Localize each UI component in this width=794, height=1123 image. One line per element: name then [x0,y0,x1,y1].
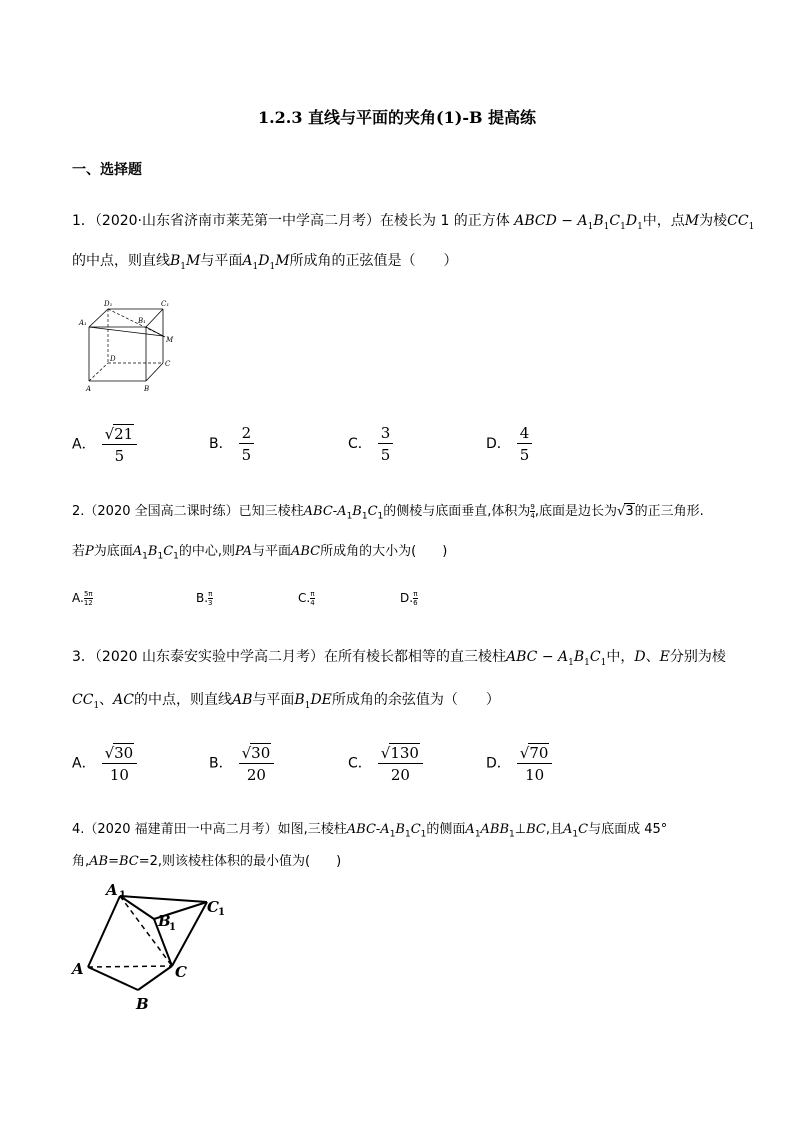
q2-line1: 2.（2020 全国高二课时练）已知三棱柱ABC-$A_1B_1C_1$的侧棱与底面垂直,体积为 $\frac{9}{4}$,底面是边长为√3的正三角形. [72,503,704,522]
label-C: C [175,963,187,981]
q2-option-b[interactable]: B. $\frac{\pi}{3}$ [196,590,213,607]
q3-option-d[interactable]: D． $\frac{√70}{10}$ [486,743,552,784]
q1-line1: 1．（2020·山东省济南市莱芜第一中学高二月考）在棱长为 1 的正方体 ABCD − $A_1B_1C_1D_1$中，点M为棱$CC_1$ [72,213,755,232]
q4-line2: 角,AB=BC=2,则该棱柱体积的最小值为( ) [72,854,342,869]
q1-line2: 的中点，则直线$B_1M$与平面$A_1D_1M$所成角的正弦值是（ ） [72,253,458,272]
q3-option-c[interactable]: C． $\frac{√130}{20}$ [348,743,423,784]
label-D: D [110,355,116,363]
cube-figure [72,296,187,398]
label-M: M [166,336,174,344]
label-C1: C₁ [161,300,170,308]
label-B1: B₁ [138,317,146,325]
q3-option-a[interactable]: A． $\frac{√30}{10}$ [72,743,137,784]
q1-option-b[interactable]: B． $\frac{2}{5}$ [209,424,254,464]
q2-option-d[interactable]: D. $\frac{\pi}{6}$ [400,590,418,607]
q2-line2: 若P为底面$A_1B_1C_1$的中心,则PA与平面ABC所成角的大小为( ) [72,544,448,562]
label-C1-letter: C [207,898,219,916]
q4-line1: 4.（2020 福建莆田一中高二月考）如图,三棱柱ABC-$A_1B_1C_1$的侧面$A_1ABB_1\perp BC$,且$A_1C$与底面成 45° [72,822,668,840]
q3-option-b[interactable]: B． $\frac{√30}{20}$ [209,743,274,784]
q2-option-a[interactable]: A. $\frac{5\pi}{12}$ [72,590,93,607]
label-A1-sub: 1 [119,890,126,901]
label-B: B [136,995,149,1013]
label-A1-letter: A [106,882,118,899]
section-heading: 一、选择题 [72,162,142,178]
label-A: A [72,960,84,978]
label-B1-letter: B [158,912,171,930]
page-title: 1.2.3 直线与平面的夹角(1)-B 提高练 [257,108,537,127]
label-B: B [144,385,150,393]
label-A: A [86,385,92,393]
q2-option-c[interactable]: C. $\frac{\pi}{4}$ [298,590,315,607]
q1-option-d[interactable]: D． $\frac{4}{5}$ [486,424,532,464]
q1-option-a[interactable]: A． $\frac{√21}{5}$ [72,424,137,465]
label-D1: D₁ [104,300,113,308]
label-A1: A₁ [79,319,87,327]
label-B1-sub: 1 [169,922,176,933]
q1-option-c[interactable]: C． $\frac{3}{5}$ [348,424,393,464]
label-C1-sub: 1 [218,907,225,918]
q3-line2: $CC_1$、AC的中点，则直线AB与平面$B_1DE$所成角的余弦值为（ ） [72,692,500,711]
prism-figure [66,882,236,1017]
label-C: C [165,360,171,368]
q3-line1: 3．（2020 山东泰安实验中学高二月考）在所有棱长都相等的直三棱柱ABC − $A_1B_1C_1$中，D、E分别为棱 [72,649,726,668]
